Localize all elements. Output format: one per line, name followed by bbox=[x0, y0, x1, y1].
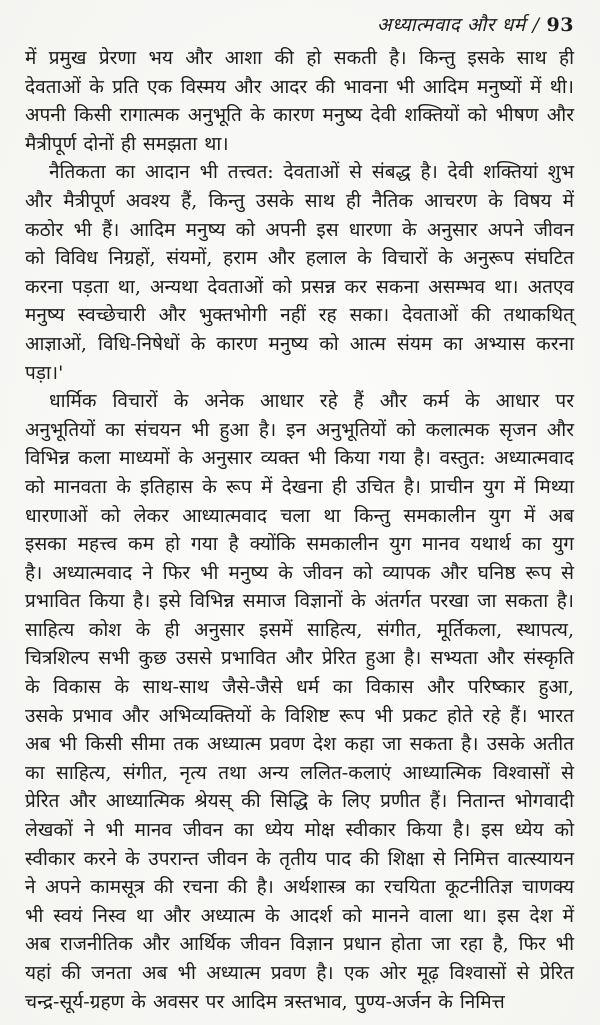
text-line: ने अपने कामसूत्र की रचना की है। अर्थशास्त्र का रचयिता कूटनीतिज्ञ चाणक्य bbox=[25, 876, 574, 899]
text-line: और मैत्रीपूर्ण अवश्य हैं, किन्तु उसके साथ ही नैतिक आचरण के विषय में bbox=[25, 189, 574, 212]
paragraph bbox=[25, 158, 574, 387]
text-line: चित्रशिल्प सभी कुछ उससे प्रभावित और प्रेरित हुआ है। सभ्यता और संस्कृति bbox=[25, 647, 574, 670]
text-line: इसका महत्त्व कम हो गया है क्योंकि समकालीन युग मानव यथार्थ का युग bbox=[25, 533, 574, 556]
text-line: कठोर भी हैं। आदिम मनुष्य को अपनी इस धारणा के अनुसार अपने जीवन bbox=[25, 218, 574, 241]
text-line: के विकास के साथ-साथ जैसे-जैसे धर्म का विकास और परिष्कार हुआ, bbox=[25, 676, 574, 699]
text-line: को मानवता के इतिहास के रूप में देखना ही उचित है। प्राचीन युग में मिथ्या bbox=[25, 475, 574, 498]
text-line: धारणाओं को लेकर आध्यात्मवाद चला था किन्तु समकालीन युग में अब bbox=[25, 504, 574, 527]
text-line: देवताओं के प्रति एक विस्मय और आदर की भावना भी आदिम मनुष्यों में थी। bbox=[25, 75, 574, 98]
text-line: नैतिकता का आदान भी तत्त्वत: देवताओं से संबद्ध है। देवी शक्तियां शुभ bbox=[49, 161, 574, 184]
page-header bbox=[25, 10, 574, 44]
paragraph bbox=[25, 44, 574, 158]
text-line: अपनी किसी रागात्मक अनुभूति के कारण मनुष्य देवी शक्तियों को भीषण और bbox=[25, 104, 574, 127]
text-line: अनुभूतियों का संचयन भी हुआ है। इन अनुभूतियों को कलात्मक सृजन और bbox=[25, 418, 574, 441]
text-line: मैत्रीपूर्ण दोनों ही समझता था। bbox=[25, 132, 229, 155]
text-line: पड़ा।' bbox=[25, 361, 64, 384]
text-line: है। अध्यात्मवाद ने फिर भी मनुष्य के जीवन को व्यापक और घनिष्ठ रूप से bbox=[25, 561, 574, 584]
text-line: प्रभावित किया है। इसे विभिन्न समाज विज्ञानों के अंतर्गत परखा जा सकता है। bbox=[25, 590, 574, 613]
text-line: धार्मिक विचारों के अनेक आधार रहे हैं और कर्म के आधार पर bbox=[49, 390, 574, 413]
header-separator: / bbox=[532, 14, 540, 36]
text-line: करना पड़ता था, अन्यथा देवताओं को प्रसन्न कर सकना असम्भव था। अतएव bbox=[25, 275, 574, 298]
text-line: अब भी किसी सीमा तक अध्यात्म प्रवण देश कहा जा सकता है। उसके अतीत bbox=[25, 733, 574, 756]
text-line: लेखकों ने भी मानव जीवन का ध्येय मोक्ष स्वीकार किया है। इस ध्येय को bbox=[25, 819, 574, 842]
text-line: अब राजनीतिक और आर्थिक जीवन विज्ञान प्रधान होता जा रहा है, फिर भी bbox=[25, 933, 574, 956]
text-line: मनुष्य स्वच्छेचारी और भुक्तभोगी नहीं रह सका। देवताओं की तथाकथित् bbox=[25, 304, 574, 327]
paragraph bbox=[25, 387, 574, 1016]
text-line: विभिन्न कला माध्यमों के अनुसार व्यक्त भी किया गया है। वस्तुत: अध्यात्मवाद bbox=[25, 447, 574, 470]
text-line: आज्ञाओं, विधि-निषेधों के कारण मनुष्य को आत्म संयम का अभ्यास करना bbox=[25, 332, 574, 355]
page-body bbox=[25, 44, 574, 1016]
running-title: अध्यात्मवाद और धर्म bbox=[376, 14, 526, 36]
page-number: 93 bbox=[546, 14, 574, 36]
text-line: को विविध निग्रहों, संयमों, हराम और हलाल के विचारों के अनुरूप संघटित bbox=[25, 247, 574, 270]
text-line: प्रेरित और आध्यात्मिक श्रेयस् की सिद्धि के लिए प्रणीत हैं। नितान्त भोगवादी bbox=[25, 790, 574, 813]
text-line: में प्रमुख प्रेरणा भय और आशा की हो सकती है। किन्तु इसके साथ ही bbox=[25, 47, 574, 69]
text-line: चन्द्र-सूर्य-ग्रहण के अवसर पर आदिम त्रस्तभाव, पुण्य-अर्जन के निमित्त bbox=[25, 990, 505, 1013]
text-line: यहां की जनता अब भी अध्यात्म प्रवण है। एक ओर मूढ़ विश्वासों से प्रेरित bbox=[25, 962, 574, 984]
text-line: उसके प्रभाव और अभिव्यक्तियों के विशिष्ट रूप भी प्रकट होते रहे हैं। भारत bbox=[25, 704, 574, 727]
text-line: स्वीकार करने के उपरान्त जीवन के तृतीय पाद की शिक्षा से निमित्त वात्स्यायन bbox=[25, 847, 574, 870]
text-line: भी स्वयं निस्व था और अध्यात्म के आदर्श को मानने वाला था। इस देश में bbox=[25, 904, 574, 927]
text-line: साहित्य कोश के ही अनुसार इसमें साहित्य, संगीत, मूर्तिकला, स्थापत्य, bbox=[25, 618, 574, 641]
text-line: का साहित्य, संगीत, नृत्य तथा अन्य ललित-कलाएं आध्यात्मिक विश्वासों से bbox=[25, 761, 574, 784]
